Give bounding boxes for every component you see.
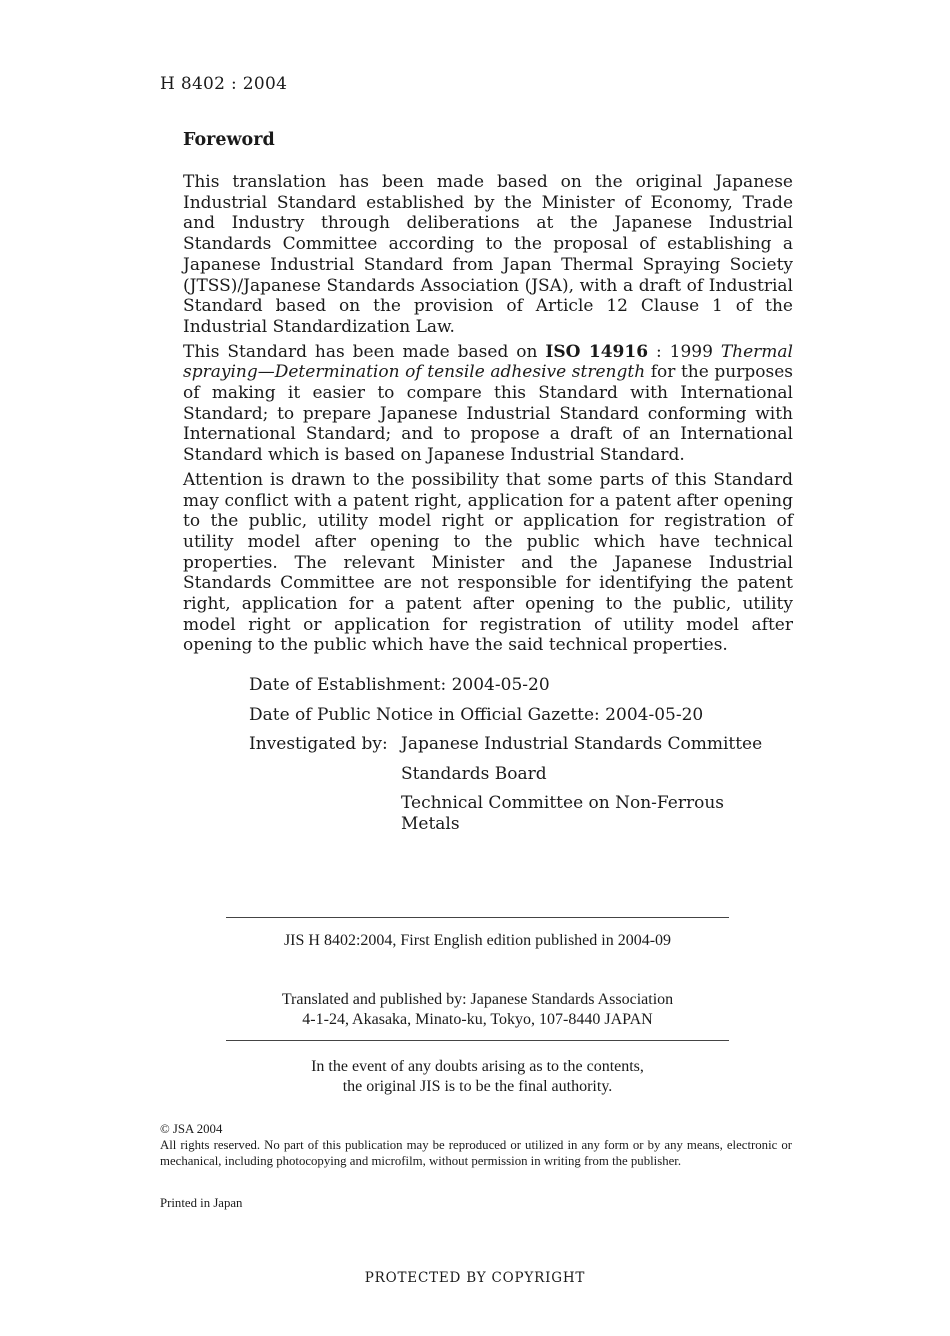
document-code: H 8402 : 2004 — [160, 74, 288, 94]
foreword-paragraph-2 — [183, 342, 793, 466]
translated-by-line: Translated and published by: Japanese Standards Association — [281, 991, 674, 1008]
publisher-address: 4-1-24, Akasaka, Minato-ku, Tokyo, 107-8440 JAPAN — [302, 1011, 653, 1028]
authority-line-2: the original JIS is to be the final authority. — [342, 1078, 613, 1095]
copyright-block — [160, 1121, 792, 1169]
foreword-paragraph-1: This translation has been made based on the original Japanese Industrial Standard established by the Minister of Economy, Trade and Industry through deliberations at the Japanese Industrial Standards Committee according to the proposal of establishing a Japanese Industrial Standard from Japan Thermal Spraying Society (JTSS)/Japanese Standards Association (JSA), with a draft of Industrial Standard based on the provision of Article 12 Clause 1 of the Industrial Standardization Law. — [183, 172, 793, 337]
investigator-item: Japanese Industrial Standards Committee — [401, 734, 763, 754]
foreword-heading: Foreword — [183, 130, 275, 150]
investigator-item: Technical Committee on Non-Ferrous Metals — [401, 793, 725, 834]
protected-by-copyright: PROTECTED BY COPYRIGHT — [364, 1270, 586, 1286]
investigator-item: Standards Board — [401, 763, 547, 784]
standard-metadata — [249, 675, 781, 852]
copyright-notice: © JSA 2004 — [160, 1122, 223, 1136]
iso-reference: ISO 14916 — [545, 341, 649, 362]
investigated-by-list — [401, 734, 781, 844]
para2-tail: for the purposes of making it easier to compare this Standard with International Standard; to prepare Japanese Industrial Standard conforming with International Standard; and to propose a draft of an International Standard which is based on Japanese Industrial Standard. — [183, 362, 793, 466]
divider-bottom — [226, 1040, 729, 1041]
authority-line-1: In the event of any doubts arising as to the contents, — [311, 1058, 644, 1075]
date-of-public-notice: Date of Public Notice in Official Gazette: 2004-05-20 — [249, 704, 704, 725]
foreword-paragraph-3: Attention is drawn to the possibility that some parts of this Standard may conflict with a patent right, application for a patent after opening to the public, utility model right or application for registration of utility model after opening to the public which have technical properties. The relevant Minister and the Japanese Industrial Standards Committee are not responsible for identifying the patent right, application for a patent after opening to the public, utility model right or application for registration of utility model after opening to the public which have the said technical properties. — [183, 469, 793, 656]
edition-line: JIS H 8402:2004, First English edition published in 2004-09 — [283, 932, 672, 949]
printed-in: Printed in Japan — [160, 1196, 243, 1210]
foreword-body — [183, 172, 793, 660]
date-of-establishment: Date of Establishment: 2004-05-20 — [249, 675, 550, 695]
investigated-by-label: Investigated by: — [249, 734, 388, 754]
para2-lead: This Standard has been made based on — [183, 341, 546, 362]
rights-statement: All rights reserved. No part of this publication may be reproduced or utilized in any form or by any means, electronic or mechanical, including photocopying and microfilm, without permission in writing from the publisher. — [160, 1138, 792, 1168]
divider-top — [226, 917, 729, 918]
iso-title: Thermal spraying—Determination of tensile adhesive strength — [183, 341, 793, 383]
iso-year: : 1999 — [648, 341, 721, 362]
investigated-by-row — [249, 734, 781, 844]
